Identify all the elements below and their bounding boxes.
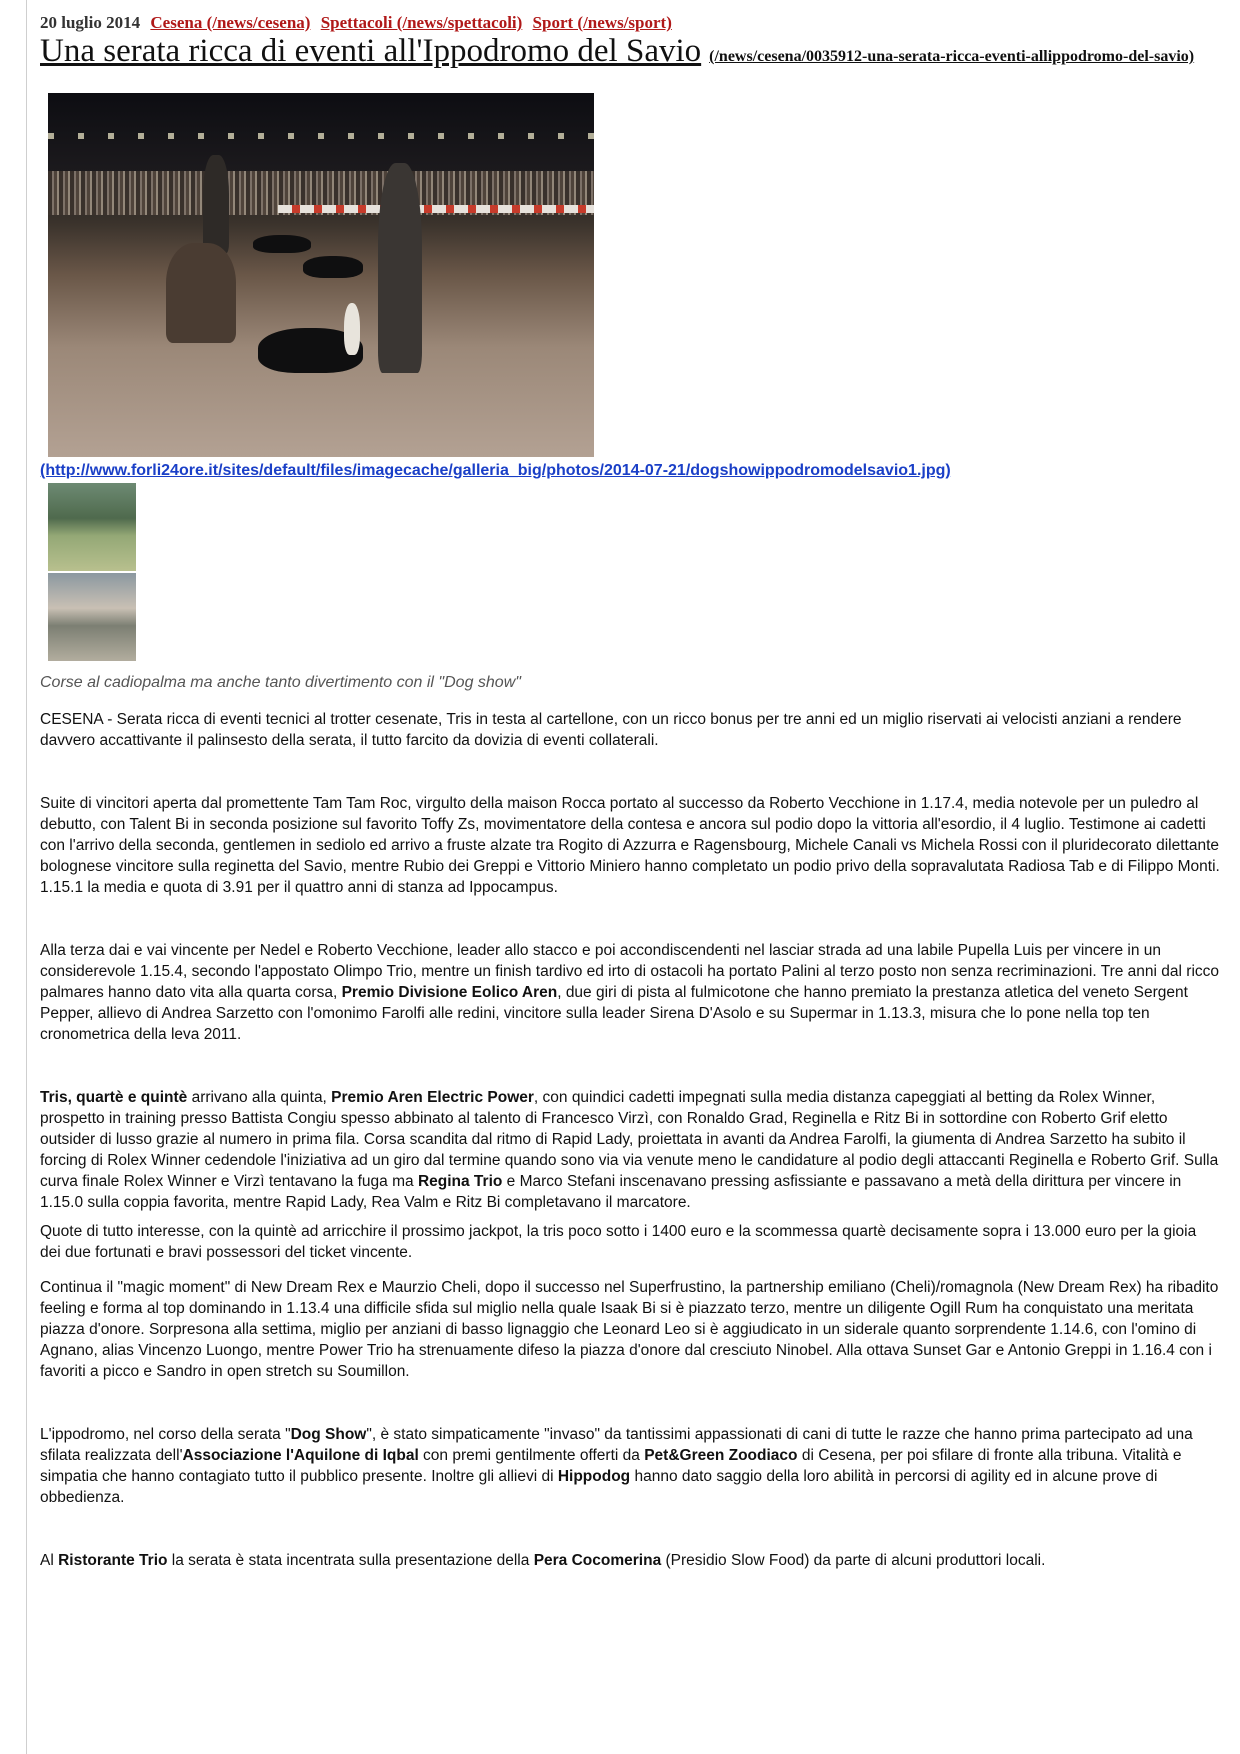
race-name: Premio Divisione Eolico Aren — [341, 984, 558, 1001]
handler-figure — [378, 163, 422, 373]
school-name: Hippodog — [557, 1468, 631, 1485]
article-paragraph — [40, 940, 1220, 1045]
article-meta — [40, 12, 1220, 34]
text-run: arrivano alla quinta, — [187, 1089, 332, 1106]
article-paragraph: Quote di tutto interesse, con la quintè ad arricchire il prossimo jackpot, la tris poco sotto i 1400 euro e la scommessa quartè decisamente sopra i 13.000 euro per la gioia dei due fortunati e bravi possessori del ticket vincente. — [40, 1223, 1197, 1261]
text-run: la serata è stata incentrata sulla presentazione della — [167, 1552, 534, 1569]
nav-link-spettacoli[interactable]: Spettacoli (/news/spettacoli) — [320, 13, 523, 32]
nav-link-sport[interactable]: Sport (/news/sport) — [532, 13, 672, 32]
product-name: Pera Cocomerina — [533, 1552, 662, 1569]
article-paragraph — [40, 1424, 1220, 1508]
headline-title-link[interactable]: Una serata ricca di eventi all'Ippodromo del Savio — [40, 33, 702, 69]
text-run: (Presidio Slow Food) da parte di alcuni produttori locali. — [661, 1552, 1046, 1569]
handler-figure — [203, 155, 229, 253]
page-left-rule — [26, 0, 27, 1754]
text-run: Alla terza dai e vai vincente per Nedel e Roberto Vecchione, leader allo stacco e poi accondiscendenti nel lasciar strada ad una labile Pupella Luis per vincere in un considerevole 1.15.4, secondo l'appostato Olimpo Trio, mentre un finish tardivo ed irto di ostacoli ha portato Palini al terzo posto non senza recriminazioni. Tre anni dal ricco palmares hanno dato vita alla quarta corsa, — [40, 942, 1220, 1001]
restaurant-name: Ristorante Trio — [58, 1552, 168, 1569]
dog-figure — [253, 235, 311, 253]
article-body — [40, 709, 1220, 1571]
text-run: e Marco Stefani inscenavano pressing asfissiante e passavano a metà della dirittura per vincere in 1.15.0 sulla coppia favorita, mentre Rapid Lady, Rea Valm e Ritz Bi completavano il marcatore. — [40, 1173, 1182, 1211]
headline-slug-link[interactable]: (/news/cesena/0035912-una-serata-ricca-eventi-allippodromo-del-savio) — [709, 48, 1195, 65]
article-page — [40, 12, 1220, 1571]
text-run: con premi gentilmente offerti da — [418, 1447, 645, 1464]
text-run: L'ippodromo, nel corso della serata " — [40, 1426, 291, 1443]
nav-link-cesena[interactable]: Cesena (/news/cesena) — [150, 13, 311, 32]
sponsor-name: Pet&Green Zoodiaco — [644, 1447, 798, 1464]
main-photo-link[interactable]: (http://www.forli24ore.it/sites/default/files/imagecache/galleria_big/photos/2014-07-21/dogshowippodromodelsavio1.jpg) — [40, 462, 951, 479]
article-paragraph: Suite di vincitori aperta dal promettente Tam Tam Roc, virgulto della maison Rocca portato al successo da Roberto Vecchione in 1.17.4, media notevole per un puledro al debutto, con Talent Bi in seconda posizione sul favorito Toffy Zs, movimentatore della contesa e ancora sul podio dopo la vittoria all'esordio, il 4 luglio. Testimone ai cadetti con l'arrivo della seconda, gentlemen in sediolo ed arrivo a fruste alzate tra Rogito di Azzurra e Ragensbourg, Michele Canali vs Michela Rossi con il pluridecorato dilettante bolognese vincitore sulla reginetta del Savio, mentre Rubio dei Greppi e Vittorio Miniero hanno completato un podio privo della sopravalutata Radiosa Tab e di Filippo Monti. 1.15.1 la media e quota di 3.91 per il quattro anni di stanza ad Ippocampus. — [40, 795, 1220, 896]
article-headline — [40, 34, 1220, 73]
association-name: Associazione l'Aquilone di Iqbal — [182, 1447, 419, 1464]
article-paragraph: Continua il "magic moment" di New Dream Rex e Maurzio Cheli, dopo il successo nel Superfrustino, la partnership emiliano (Cheli)/romagnola (New Dream Rex) ha ribadito feeling e forma al top dominando in 1.13.4 una difficile sfida sul miglio nella quale Isaak Bi si è piazzato terzo, mentre un diligente Ogill Rum ha conquistato una meritata piazza d'onore. Sorpresona alla settima, miglio per anziani di basso lignaggio che Leonard Leo si è aggiudicato in un siderale quanto sorprendente 1.14.6, con l'omino di Agnano, alias Vincenzo Luongo, mentre Power Trio ha strenuamente difeso la piazza d'onore dal cresciuto Ninobel. Alla ottava Sunset Gar e Antonio Greppi in 1.16.4 con i favoriti a picco e Sandro in open stretch su Soumillon. — [40, 1279, 1219, 1380]
event-name: Dog Show — [290, 1426, 367, 1443]
stadium-lights — [48, 133, 594, 139]
main-photo[interactable] — [48, 93, 594, 457]
track-fence — [278, 205, 594, 213]
gallery-thumbnail-1[interactable] — [48, 483, 136, 571]
gallery-thumbnail-2[interactable] — [48, 573, 136, 661]
article-paragraph — [40, 1087, 1220, 1213]
horse-name: Regina Trio — [417, 1173, 503, 1190]
dog-figure — [303, 256, 363, 278]
text-run: di Cesena, per poi sfilare di fronte alla tribuna. Vitalità e simpatia che hanno contagiato tutto il pubblico presente. Inoltre gli allievi di — [40, 1447, 1182, 1485]
handler-figure — [166, 243, 236, 343]
text-run: , con quindici cadetti impegnati sulla media distanza capeggiati al betting da Rolex Winner, prospetto in training presso Battista Congiu spesso abbinato al talento di Francesco Virzì, con Ronaldo Grad, Reginella e Ritz Bi in sottordine con Roberto Grif eletto outsider di lusso grazie al numero in prima fila. Corsa scandita dal ritmo di Rapid Lady, proiettata in avanti da Andrea Farolfi, la giumenta di Andrea Sarzetto ha subito il forcing di Rolex Winner cedendole l'iniziativa ad un giro dal termine quando sono via via venute meno le candidature al podio degli attaccanti Reginella e Roberto Grif. Sulla curva finale Rolex Winner e Virzì tentavano la fuga ma — [40, 1089, 1219, 1190]
article-paragraph — [40, 1550, 1220, 1571]
text-run: hanno dato saggio della loro abilità in percorsi di agility ed in alcune prove di obbedienza. — [40, 1468, 1158, 1506]
text-run: , due giri di pista al fulmicotone che hanno premiato la prestanza atletica del veneto Sergent Pepper, allievo di Andrea Sarzetto con l'omonimo Farolfi alle redini, vincitore sulla leader Sirena D'Asolo e su Supermar in 1.13.3, misura che lo pone nella top ten cronometrica della leva 2011. — [40, 984, 1188, 1043]
race-name: Premio Aren Electric Power — [331, 1089, 534, 1106]
photo-caption: Corse al cadiopalma ma anche tanto divertimento con il "Dog show" — [40, 674, 521, 691]
text-run: Al — [40, 1552, 59, 1569]
text-run: ", è stato simpaticamente "invaso" da tantissimi appassionati di cani di tutte le razze che hanno prima partecipato ad una sfilata realizzata dell' — [40, 1426, 1193, 1464]
publish-date: 20 luglio 2014 — [40, 13, 141, 32]
dog-figure — [344, 303, 360, 355]
article-paragraph: CESENA - Serata ricca di eventi tecnici al trotter cesenate, Tris in testa al cartellone, con un ricco bonus per tre anni ed un miglio riservati ai velocisti anziani a rendere davvero accattivante il palinsesto della serata, il tutto farcito da dovizia di eventi collaterali. — [40, 711, 1182, 749]
bet-types: Tris, quartè e quintè — [40, 1089, 188, 1106]
